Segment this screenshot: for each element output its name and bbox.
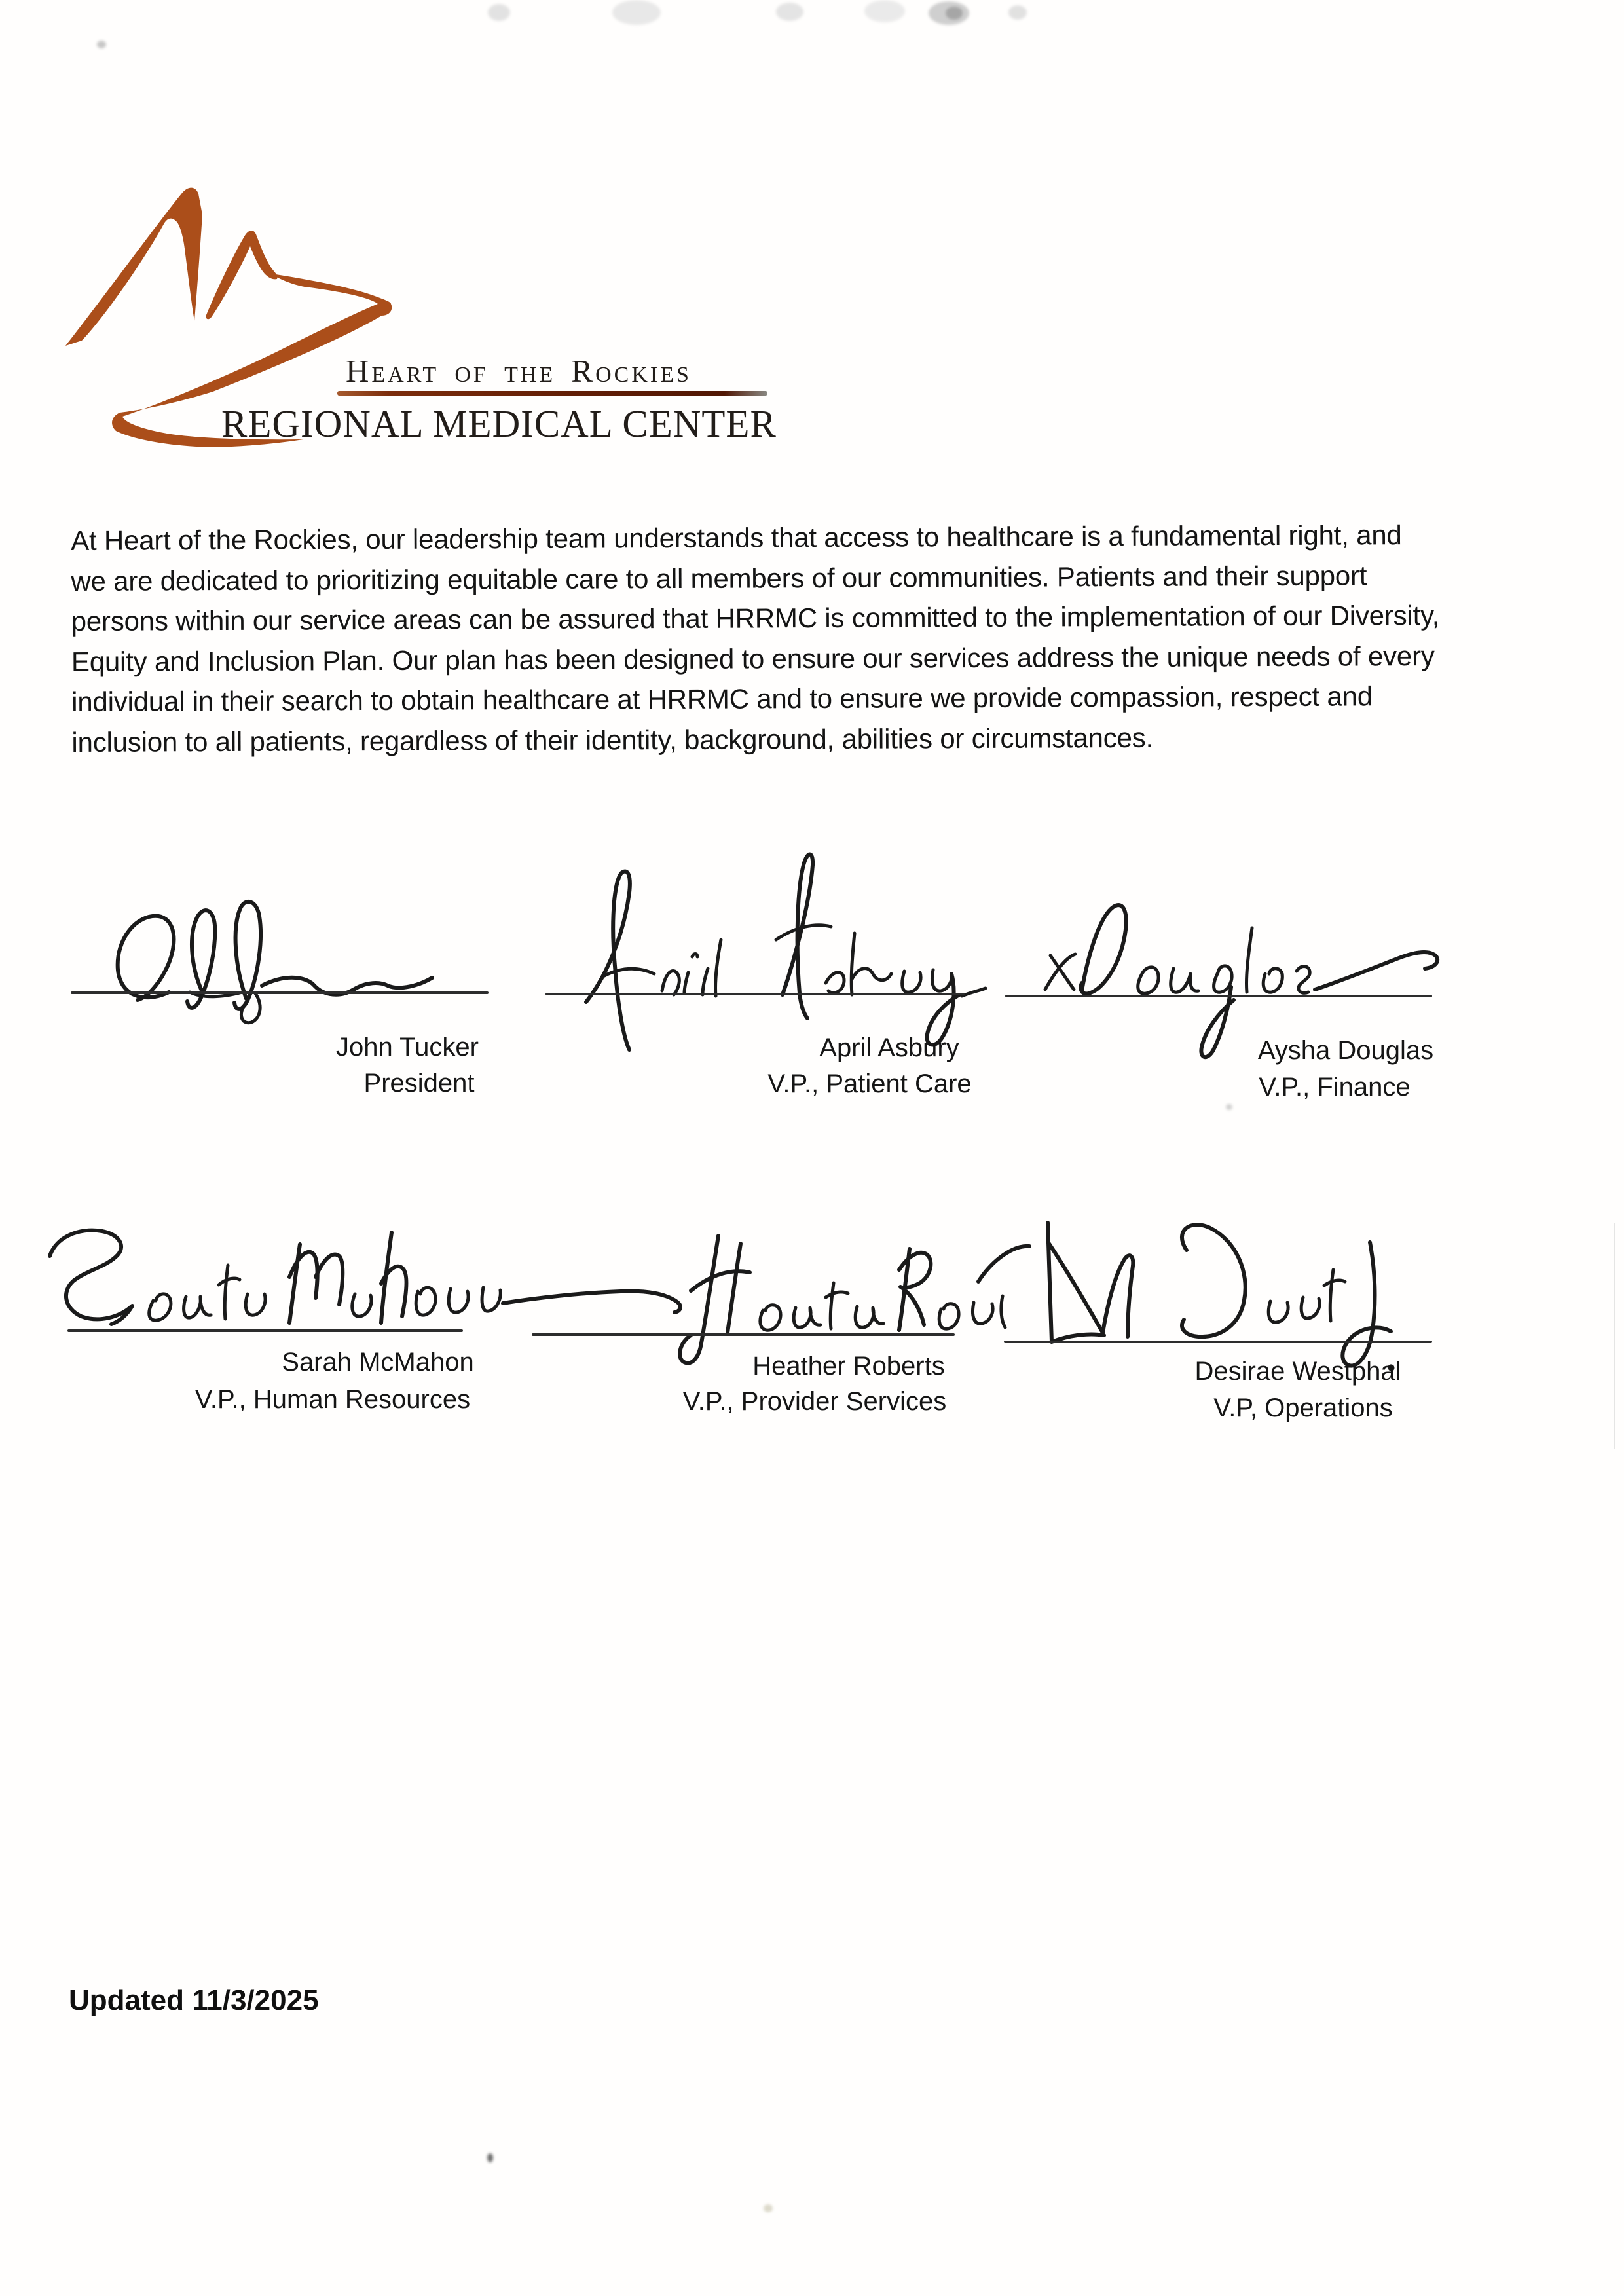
dei-statement-paragraph <box>71 514 1526 762</box>
statement-line: Equity and Inclusion Plan. Our plan has been designed to ensure our services address the unique needs of every <box>71 640 1435 677</box>
org-name-line2: REGIONAL MEDICAL CENTER <box>221 402 777 445</box>
org-name-line1: Heart of the Rockies <box>346 353 692 389</box>
signature-line <box>67 1329 463 1332</box>
scan-artifact <box>764 2204 773 2212</box>
signature-line <box>532 1333 955 1336</box>
statement-line: persons within our service areas can be assured that HRRMC is committed to the implementation of our Diversity, <box>71 599 1440 637</box>
updated-date-label: Updated 11/3/2025 <box>69 1984 319 2016</box>
statement-line: At Heart of the Rockies, our leadership team understands that access to healthcare is a fundamental right, and <box>71 519 1402 556</box>
scan-artifact <box>612 0 661 25</box>
signatory-name: Sarah McMahon <box>282 1348 474 1377</box>
signature-sarah-mcmahon <box>38 1205 693 1365</box>
signatory-name: Aysha Douglas <box>1257 1036 1434 1065</box>
signature-line <box>1004 1341 1432 1343</box>
signature-line <box>1005 995 1432 997</box>
signatory-title: President <box>363 1069 475 1098</box>
signatory-name: John Tucker <box>336 1033 479 1062</box>
scan-artifact <box>487 2153 493 2162</box>
signatory-title: V.P., Patient Care <box>767 1069 972 1098</box>
scan-edge-artifact <box>1614 1223 1615 1449</box>
signatory-title: V.P, Operations <box>1213 1394 1393 1422</box>
signature-april-asbury <box>566 835 992 1058</box>
scan-artifact <box>97 41 106 48</box>
logo-underline-rule <box>337 391 767 396</box>
statement-line: inclusion to all patients, regardless of their identity, background, abilities or circumstances. <box>71 722 1154 758</box>
statement-line: individual in their search to obtain healthcare at HRRMC and to ensure we provide compassion, respect and <box>71 680 1373 717</box>
signatory-title: V.P., Provider Services <box>682 1387 947 1416</box>
scan-artifact <box>488 4 510 21</box>
scan-artifact <box>1008 5 1027 20</box>
signature-line <box>545 993 965 995</box>
signatory-name: Heather Roberts <box>752 1352 945 1380</box>
signature-line <box>71 991 489 994</box>
scan-artifact <box>776 3 803 21</box>
scan-artifact <box>1226 1104 1232 1110</box>
signatory-title: V.P., Human Resources <box>194 1385 471 1414</box>
signature-john-tucker <box>92 894 498 1031</box>
signatory-name: Desirae Westphal <box>1194 1357 1401 1386</box>
statement-line: we are dedicated to prioritizing equitable care to all members of our communities. Patients and their support <box>71 559 1367 597</box>
scan-artifact <box>946 7 963 20</box>
scan-artifact <box>864 0 905 22</box>
signatory-name: April Asbury <box>819 1033 959 1062</box>
signatory-title: V.P., Finance <box>1259 1073 1411 1102</box>
